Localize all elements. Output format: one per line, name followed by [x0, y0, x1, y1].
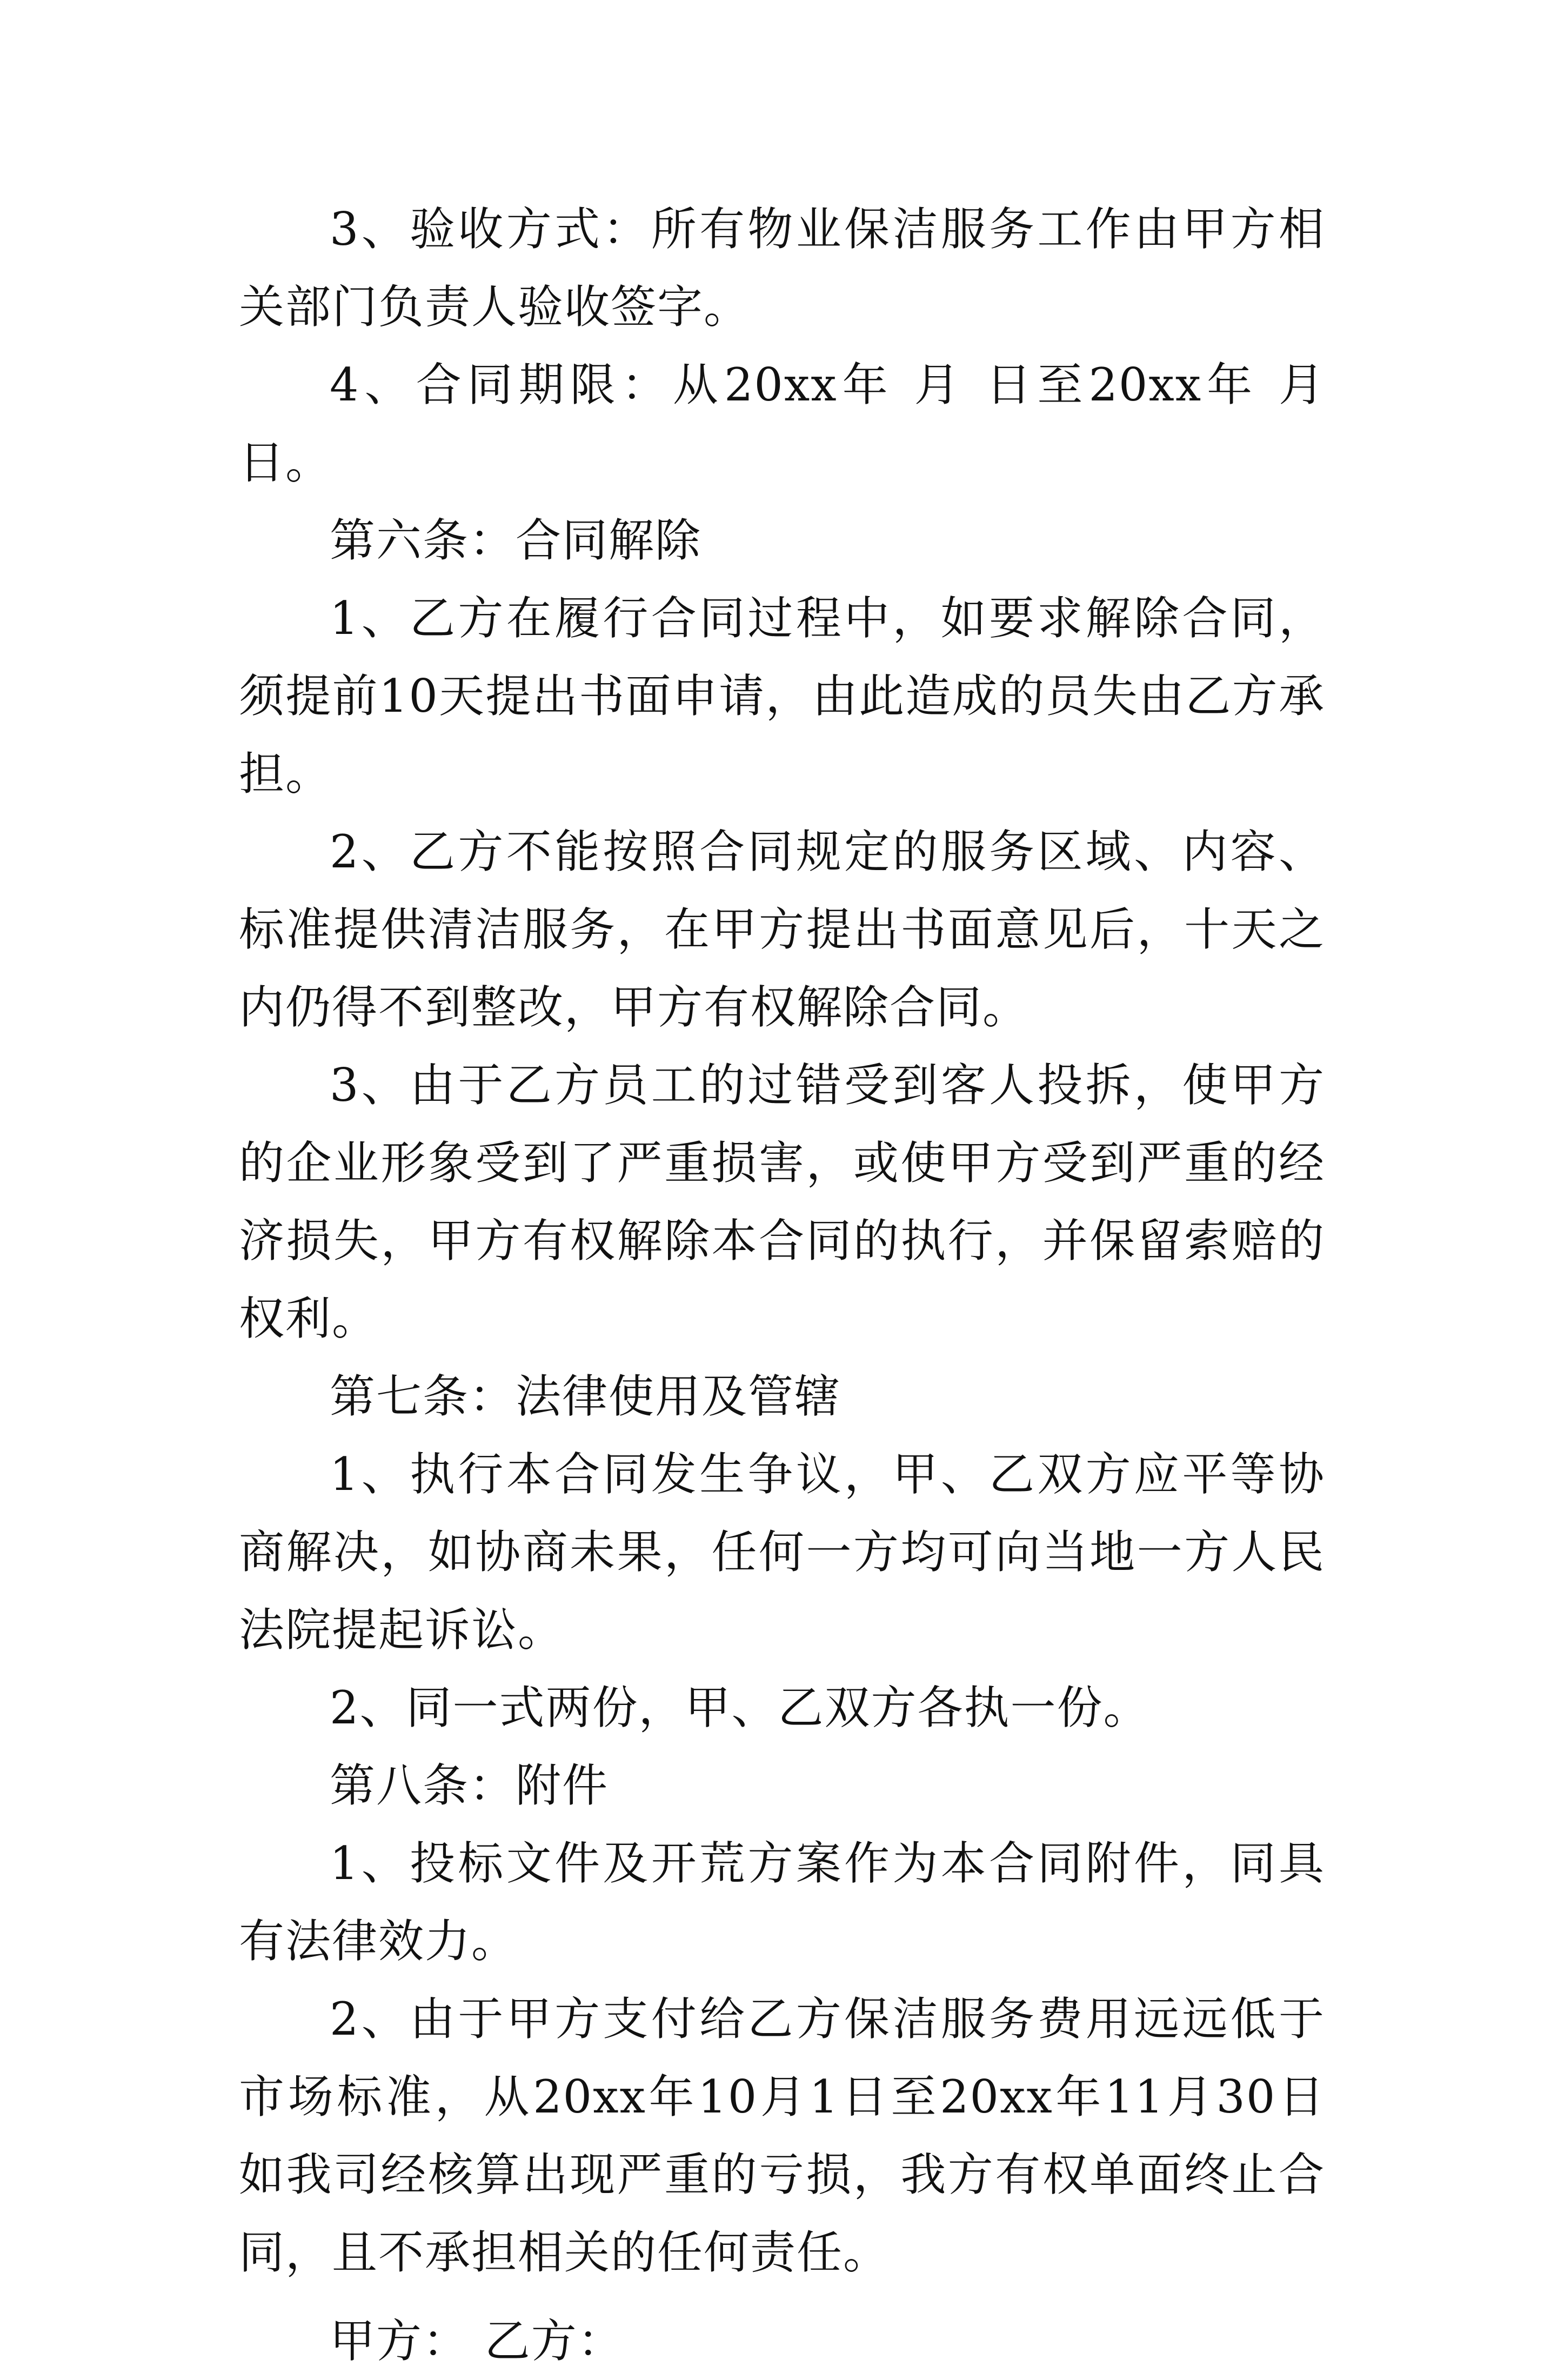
article-6-clause-3: 3、由于乙方员工的过错受到客人投拆，使甲方的企业形象受到了严重损害，或使甲方受到严重的经济损失，甲方有权解除本合同的执行，并保留索赔的权利。: [239, 1059, 1325, 1345]
article-7-heading: 第七条：法律使用及管辖: [330, 1370, 841, 1423]
article-6-heading: 第六条：合同解除: [330, 514, 702, 567]
article-6-clause-1: 1、乙方在履行合同过程中，如要求解除合同，须提前10天提出书面申请，由此造成的员失由乙方承担。: [239, 592, 1325, 800]
clause-acceptance-method: 3、验收方式：所有物业保洁服务工作由甲方相关部门负责人验收签字。: [239, 203, 1325, 333]
article-6-clause-2: 2、乙方不能按照合同规定的服务区域、内容、标准提供清洁服务，在甲方提出书面意见后，十天之内仍得不到整改，甲方有权解除合同。: [239, 825, 1325, 1034]
article-8-clause-2: 2、由于甲方支付给乙方保洁服务费用远远低于市场标准，从20xx年10月1日至20xx年11月30日如我司经核算出现严重的亏损，我方有权单面终止合同，且不承担相关的任何责任。: [239, 1993, 1325, 2279]
article-8-clause-1: 1、投标文件及开荒方案作为本合同附件，同具有法律效力。: [239, 1837, 1325, 1968]
clause-contract-term: 4、合同期限：从20xx年 月 日至20xx年 月 日。: [239, 358, 1325, 489]
article-8-heading: 第八条：附件: [330, 1759, 609, 1812]
signature-line: 甲方： 乙方：: [330, 2315, 624, 2368]
article-7-clause-1: 1、执行本合同发生争议，甲、乙双方应平等协商解决，如协商未果，任何一方均可向当地一方人民法院提起诉讼。: [239, 1448, 1325, 1656]
document-body: [239, 190, 1325, 2380]
article-7-clause-2: 2、同一式两份，甲、乙双方各执一份。: [330, 1681, 1150, 1734]
